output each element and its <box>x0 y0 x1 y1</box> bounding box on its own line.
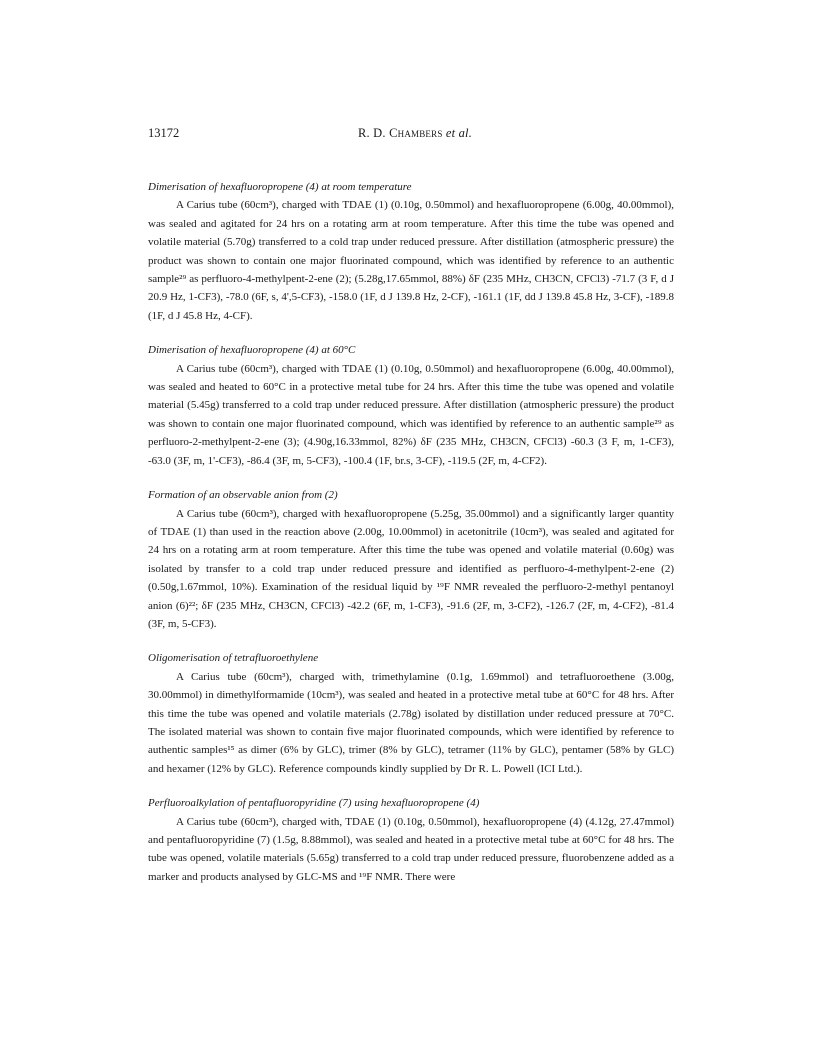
section-dimerisation-60c <box>148 341 674 470</box>
section-body: A Carius tube (60cm³), charged with, TDAE (1) (0.10g, 0.50mmol), hexafluoropropene (4) (4.12g, 27.47mmol) and pentafluoropyridine (7) (1.5g, 8.88mmol), was sealed and heated in a protective metal tube at 60°C for 48 hrs. The tube was opened, volatile materials (5.65g) transferred to a cold trap under reduced pressure, fluorobenzene added as a marker and products analysed by GLC-MS and ¹⁹F NMR. There were <box>148 815 674 883</box>
section-perfluoroalkylation <box>148 794 674 886</box>
section-body: A Carius tube (60cm³), charged with TDAE (1) (0.10g, 0.50mmol) and hexafluoropropene (6.00g, 40.00mmol), was sealed and agitated for 24 hrs on a rotating arm at room temperature. After this time the tube was opened and volatile material (5.70g) transferred to a cold trap under reduced pressure. After distillation (atmospheric pressure) the product was shown to contain one major fluorinated compound, which was identified by reference to an authentic sample²⁹ as perfluoro-4-methylpent-2-ene (2); (5.28g,17.65mmol, 88%) δF (235 MHz, CH3CN, CFCl3) -71.7 (3 F, d J 20.9 Hz, 1-CF3), -78.0 (6F, s, 4',5-CF3), -158.0 (1F, d J 139.8 Hz, 2-CF), -161.1 (1F, dd J 139.8 45.8 Hz, 3-CF), -189.8 (1F, d J 45.8 Hz, 4-CF). <box>148 199 674 322</box>
section-observable-anion <box>148 486 674 633</box>
section-title: Dimerisation of hexafluoropropene (4) at room temperature <box>148 181 412 193</box>
section-dimerisation-room-temp <box>148 178 674 325</box>
authors-suffix: et al. <box>442 126 473 140</box>
section-title: Formation of an observable anion from (2) <box>148 489 338 502</box>
authors-prefix: R. D. <box>358 126 390 140</box>
section-body: A Carius tube (60cm³), charged with, trimethylamine (0.1g, 1.69mmol) and tetrafluoroethene (3.00g, 30.00mmol) in dimethylformamide (10cm³), was sealed and heated in a protective metal tube at 60°C for 48 hrs. After this time the tube was opened and volatile materials (2.78g) isolated by distillation under reduced pressure at 70°C. The isolated material was shown to contain five major fluorinated compounds, which were identified by reference to authentic samples¹⁵ as dimer (6% by GLC), trimer (8% by GLC), tetramer (11% by GLC), pentamer (58% by GLC) and hexamer (12% by GLC). Reference compounds kindly supplied by Dr R. L. Powell (ICI Ltd.). <box>148 670 674 775</box>
section-body: A Carius tube (60cm³), charged with TDAE (1) (0.10g, 0.50mmol) and hexafluoropropene (6.00g, 40.00mmol), was sealed and heated to 60°C in a protective metal tube for 24 hrs. After this time the tube was opened and volatile material (5.45g) transferred to a cold trap under reduced pressure. After distillation (atmospheric pressure) the product was shown to contain one major fluorinated compound, which was identified by reference to an authentic sample²⁹ as perfluoro-2-methylpent-2-ene (3); (4.90g,16.33mmol, 82%) δF (235 MHz, CH3CN, CFCl3) -60.3 (3 F, m, 1-CF3), -63.0 (3F, m, 1'-CF3), -86.4 (3F, m, 5-CF3), -100.4 (1F, br.s, 3-CF), -119.5 (2F, m, 4-CF2). <box>148 362 674 467</box>
article-content <box>148 178 674 902</box>
page-number: 13172 <box>148 126 180 140</box>
running-head-authors <box>358 126 472 141</box>
section-body: A Carius tube (60cm³), charged with hexafluoropropene (5.25g, 35.00mmol) and a significantly larger quantity of TDAE (1) than used in the reaction above (2.00g, 10.00mmol) in acetonitrile (10cm³), was sealed and agitated for 24 hrs on a rotating arm at room temperature. After this time the tube was opened and volatile material (0.60g) was isolated by transfer to a cold trap under reduced pressure and identified as perfluoro-4-methylpent-2-ene (2) (0.50g,1.67mmol, 10%). Examination of the residual liquid by ¹⁹F NMR revealed the perfluoro-2-methyl pentanoyl anion (6)²²; δF (235 MHz, CH3CN, CFCl3) -42.2 (6F, m, 1-CF3), -91.6 (2F, m, 3-CF2), -126.7 (2F, m, 4-CF2), -81.4 (3F, m, 5-CF3). <box>148 507 674 630</box>
section-title: Dimerisation of hexafluoropropene (4) at 60°C <box>148 344 356 357</box>
page-header <box>148 126 672 142</box>
authors-surname: Chambers <box>389 126 443 140</box>
section-title: Perfluoroalkylation of pentafluoropyridine (7) using hexafluoropropene (4) <box>148 797 480 810</box>
section-oligomerisation <box>148 649 674 778</box>
section-title: Oligomerisation of tetrafluoroethylene <box>148 652 319 665</box>
